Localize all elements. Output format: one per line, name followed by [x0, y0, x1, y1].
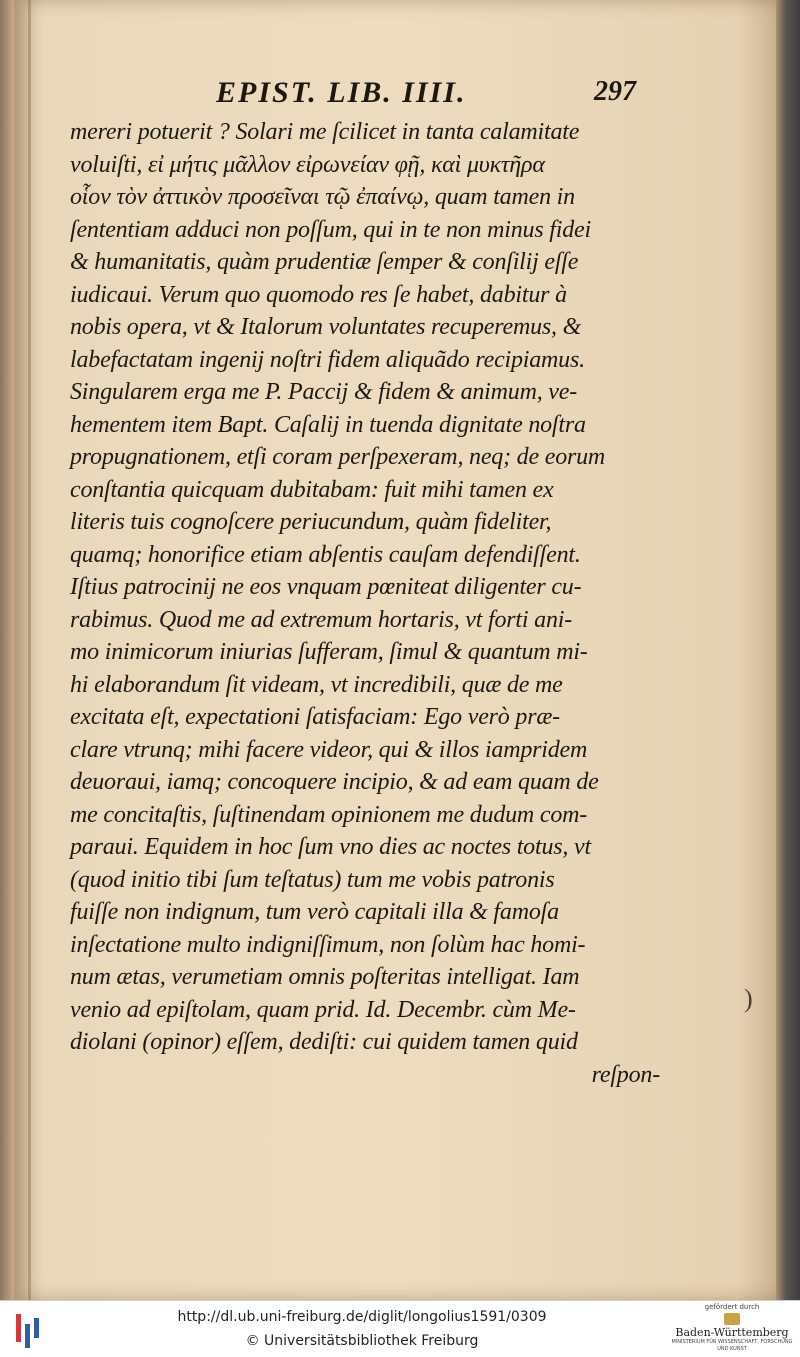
- sponsor-logo: [668, 1303, 796, 1355]
- page-number: 297: [594, 76, 636, 107]
- viewer-footer: [0, 1300, 800, 1357]
- text-line: hi elaborandum ſit videam, vt incredibili, quæ de me: [70, 671, 563, 698]
- text-line: inſectatione multo indigniſſimum, non ſolùm hac homi-: [70, 931, 586, 958]
- text-line: propugnationem, etſi coram perſpexeram, neq; de eorum: [70, 444, 606, 470]
- text-line: mereri potuerit ? Solari me ſcilicet in tanta calamitate: [70, 119, 580, 145]
- text-line: nobis opera, vt & Italorum voluntates recuperemus, &: [70, 314, 582, 340]
- text-line: οἷον τὸν ἀττικὸν προσεῖναι τῷ ἐπαίνῳ, quam tamen in: [70, 184, 575, 210]
- sponsor-caption: gefördert durch: [704, 1303, 760, 1311]
- text-line: labefactatam ingenij noſtri fidem aliquãdo recipiamus.: [70, 346, 585, 373]
- text-line: clare vtrunq; mihi facere videor, qui & illos iampridem: [70, 736, 588, 763]
- permalink-url[interactable]: http://dl.ub.uni-freiburg.de/diglit/longolius1591/0309: [177, 1309, 547, 1325]
- text-line: excitata eſt, expectationi ſatisfaciam: Ego verò præ-: [70, 704, 560, 730]
- text-line: mo inimicorum iniurias ſufferam, ſimul & quantum mi-: [70, 639, 588, 665]
- text-line: iudicaui. Verum quo quomodo res ſe habet, dabitur à: [70, 281, 567, 308]
- text-line: Iſtius patrocinij ne eos vnquam pœniteat diligenter cu-: [70, 574, 582, 600]
- book-edge-left: [0, 0, 14, 1300]
- text-line: diolani (opinor) eſſem, dediſti: cui quidem tamen quid: [70, 1029, 578, 1055]
- body-text: [70, 116, 660, 1091]
- copyright-notice: © Universitätsbibliothek Freiburg: [245, 1333, 479, 1349]
- text-line: conſtantia quicquam dubitabam: fuit mihi tamen ex: [70, 476, 554, 503]
- sponsor-name: Baden-Württemberg: [675, 1326, 789, 1339]
- sponsor-ministry: MINISTERIUM FÜR WISSENSCHAFT, FORSCHUNG UND KUNST: [671, 1339, 793, 1352]
- text-line: voluiſti, εἰ μήτις μᾶλλον εἰρωνείαν φῇ, καὶ μυκτῆρα: [70, 151, 545, 178]
- text-line: (quod initio tibi ſum teſtatus) tum me vobis patronis: [70, 866, 555, 893]
- text-line: num ætas, verumetiam omnis poſteritas intelligat. Iam: [70, 964, 580, 990]
- text-line: paraui. Equidem in hoc ſum vno dies ac noctes totus, vt: [70, 834, 591, 860]
- text-line: fuiſſe non indignum, tum verò capitali illa & famoſa: [70, 899, 559, 925]
- crest-icon: [724, 1313, 740, 1325]
- text-line: me concitaſtis, ſuſtinendam opinionem me dudum com-: [70, 801, 588, 828]
- text-line: hementem item Bapt. Caſalij in tuenda dignitate noſtra: [70, 411, 586, 438]
- book-page: [14, 0, 776, 1300]
- text-line: quamq; honorifice etiam abſentis cauſam defendiſſent.: [70, 541, 581, 568]
- catchword: reſpon-: [591, 1061, 660, 1088]
- text-line: Singularem erga me P. Paccij & fidem & animum, ve-: [70, 379, 578, 405]
- running-title: EPIST. LIB. IIII.: [216, 76, 467, 109]
- text-line: ſententiam adduci non poſſum, qui in te non minus fidei: [70, 216, 591, 243]
- book-edge-right: [776, 0, 800, 1300]
- text-line: venio ad epiſtolam, quam prid. Id. Decembr. cùm Me-: [70, 996, 576, 1023]
- text-line: deuoraui, iamq; concoquere incipio, & ad eam quam de: [70, 769, 599, 795]
- margin-mark: ): [744, 984, 753, 1013]
- text-line: & humanitatis, quàm prudentiæ ſemper & conſilij eſſe: [70, 249, 579, 275]
- text-line: literis tuis cognoſcere periucundum, quàm fideliter,: [70, 509, 552, 535]
- text-line: rabimus. Quod me ad extremum hortaris, vt forti ani-: [70, 606, 573, 633]
- page-header: [14, 76, 776, 120]
